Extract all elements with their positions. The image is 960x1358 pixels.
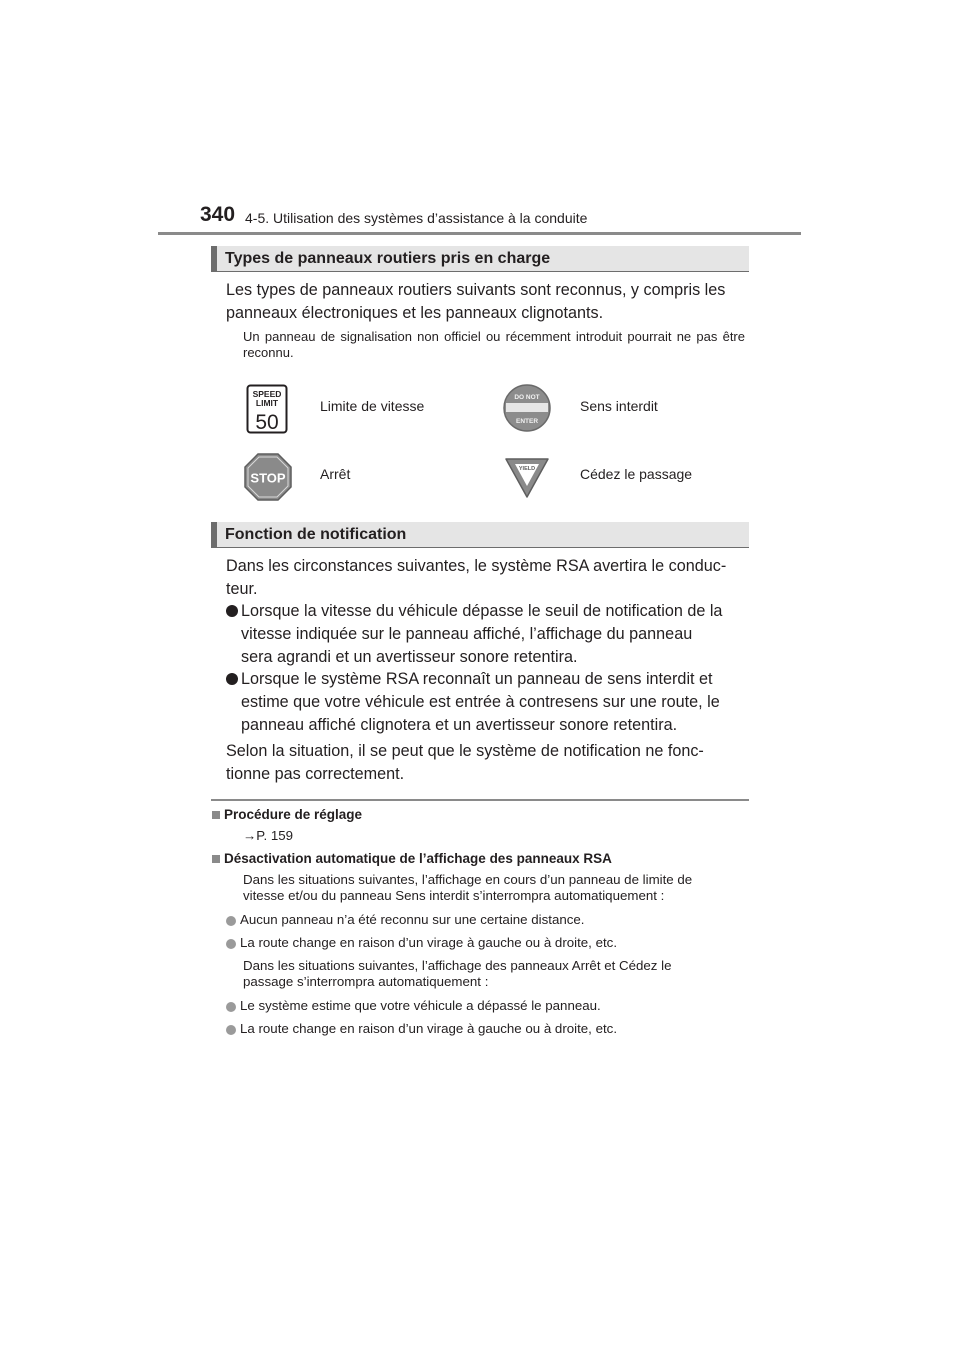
auto-off-paragraph [243,872,745,904]
bullet-dot [226,673,238,685]
auto-off-paragraph [243,958,745,990]
speed-sign-text: SPEED [252,389,282,399]
bullet-line: sera agrandi et un avertisseur sonore retentira. [241,648,578,666]
intro-line: teur. [226,580,258,598]
do-not-enter-text: ENTER [515,418,539,425]
notification-bullet [226,600,745,670]
intro-paragraph [226,279,745,325]
notification-intro [226,555,745,601]
outro-line: tionne pas correctement. [226,765,405,783]
note-square-icon [212,855,220,863]
bullet-line: estime que votre véhicule est entrée à contresens sur une route, le [241,693,720,711]
section-title: Types de panneaux routiers pris en charge [225,250,551,267]
bullet-dot [226,1025,236,1035]
bullet-line: Lorsque le système RSA reconnaît un panneau de sens interdit et [241,670,713,688]
intro-line: Les types de panneaux routiers suivants sont reconnus, y compris les [226,281,726,299]
auto-off-bullet: Aucun panneau n’a été reconnu sur une certaine distance. [240,912,585,927]
section-header-sign-types [211,246,749,272]
bullet-dot [226,916,236,926]
speed-sign-text: LIMIT [255,398,279,408]
yield-sign-icon [504,457,550,499]
notes-rule [211,799,749,801]
intro-line: panneaux électroniques et les panneaux clignotants. [226,304,604,322]
bullet-dot [226,1002,236,1012]
yield-sign-text: YIELD [518,466,536,472]
auto-off-bullet: Le système estime que votre véhicule a dépassé le panneau. [240,998,601,1013]
intro-line: Dans les circonstances suivantes, le système RSA avertira le conduc- [226,557,727,575]
speed-sign-value: 50 [255,411,279,434]
notification-bullet [226,668,745,738]
sign-label-do-not-enter: Sens interdit [580,398,658,414]
para-line: passage s’interrompra automatiquement : [243,974,489,989]
para-line: Dans les situations suivantes, l’affichage des panneaux Arrêt et Cédez le [243,958,672,973]
notification-outro [226,740,745,786]
speed-limit-sign-icon [246,384,288,434]
do-not-enter-text: DO NOT [514,394,540,401]
sign-note: Un panneau de signalisation non officiel ou récemment introduit pourrait ne pas être reconnu. [243,329,745,360]
bullet-dot [226,939,236,949]
chapter-title: 4-5. Utilisation des systèmes d’assistance à la conduite [245,210,588,226]
stop-sign-icon [244,453,292,501]
bullet-dot [226,605,238,617]
note-title-auto-off: Désactivation automatique de l’affichage des panneaux RSA [224,851,612,866]
para-line: vitesse et/ou du panneau Sens interdit s’interrompra automatiquement : [243,888,665,903]
header-rule [158,232,801,235]
section-title: Fonction de notification [225,526,407,543]
do-not-enter-sign-icon [503,384,551,432]
bullet-line: panneau affiché clignotera et un avertisseur sonore retentira. [241,716,678,734]
para-line: Dans les situations suivantes, l’affichage en cours d’un panneau de limite de [243,872,693,887]
sign-label-stop: Arrêt [320,466,351,482]
sign-label-speed-limit: Limite de vitesse [320,398,425,414]
auto-off-bullet: La route change en raison d’un virage à gauche ou à droite, etc. [240,1021,618,1036]
bullet-line: vitesse indiquée sur le panneau affiché, l’affichage du panneau [241,625,693,643]
stop-sign-text: STOP [250,470,286,486]
auto-off-bullet: La route change en raison d’un virage à gauche ou à droite, etc. [240,935,618,950]
section-header-notification [211,522,749,548]
outro-line: Selon la situation, il se peut que le système de notification ne fonc- [226,742,704,760]
note-square-icon [212,811,220,819]
page-number: 340 [200,203,236,226]
bullet-line: Lorsque la vitesse du véhicule dépasse le seuil de notification de la [241,602,723,620]
note-title-procedure: Procédure de réglage [224,807,363,822]
page-reference-link[interactable]: →P. 159 [243,828,294,843]
sign-label-yield: Cédez le passage [580,466,693,482]
